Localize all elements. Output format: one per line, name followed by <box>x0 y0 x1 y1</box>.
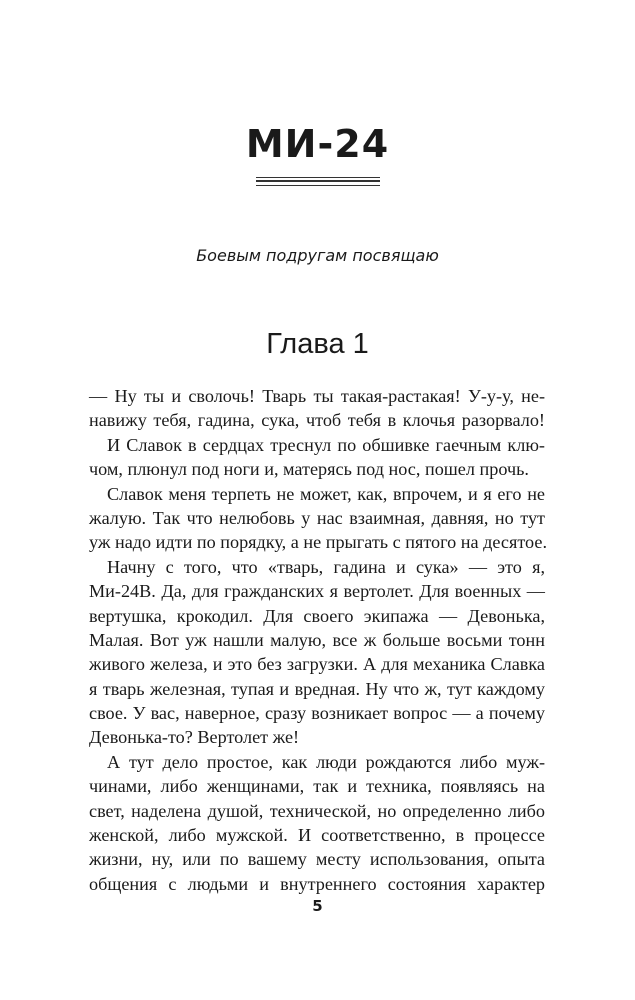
rule-line-bottom <box>256 185 380 186</box>
text-line: жалую. Так что нелюбовь у нас взаимная, давняя, но тут <box>89 507 545 528</box>
book-title: МИ-24 <box>245 122 390 166</box>
text-line: Девонька-то? Вертолет же! <box>89 727 300 748</box>
text-line: общения с людьми и внутреннего состояния характер <box>89 873 545 894</box>
chapter-title: Глава 1 <box>266 328 369 360</box>
text-line: — Ну ты и сволочь! Тварь ты такая-растакая! У-у-у, не- <box>89 386 545 406</box>
rule-line-middle <box>256 180 380 182</box>
text-line: уж надо идти по порядку, а не прыгать с пятого на десятое. <box>89 532 547 553</box>
text-line: Ми-24В. Да, для гражданских я вертолет. Для военных — <box>89 581 545 602</box>
text-line: Малая. Вот уж нашли малую, все ж больше восьми тонн <box>89 629 545 650</box>
text-line: чинами, либо женщинами, так и техника, появляясь на <box>89 776 545 797</box>
page-number: 5 <box>312 897 323 915</box>
text-line: чом, плюнул под ноги и, матерясь под нос, пошел прочь. <box>89 459 529 480</box>
text-line: навижу тебя, гадина, сука, чтоб тебя в клочья разорвало! <box>89 410 545 431</box>
text-line: свое. У вас, наверное, сразу возникает вопрос — а почему <box>89 703 545 724</box>
text-line: жизни, ну, или по вашему месту использования, опыта <box>89 849 545 870</box>
text-line: живого железа, и это без загрузки. А для механика Славка <box>89 654 545 675</box>
text-line: вертушка, крокодил. Для своего экипажа — Девонька, <box>89 605 545 626</box>
body-text <box>89 384 545 896</box>
text-line: А тут дело простое, как люди рождаются либо муж- <box>107 751 545 772</box>
text-line: Славок меня терпеть не может, как, впрочем, и я его не <box>107 483 545 504</box>
dedication: Боевым подругам посвящаю <box>196 246 439 265</box>
text-line: Начну с того, что «тварь, гадина и сука» — это я, <box>107 556 545 577</box>
rule-line-top <box>256 177 380 178</box>
text-line: женской, либо мужской. И соответственно, в процессе <box>89 825 545 846</box>
text-line: я тварь железная, тупая и вредная. Ну что ж, тут каждому <box>89 678 545 699</box>
text-line: И Славок в сердцах треснул по обшивке гаечным клю- <box>107 434 545 455</box>
text-line: свет, наделена душой, технической, но определенно либо <box>89 800 545 821</box>
